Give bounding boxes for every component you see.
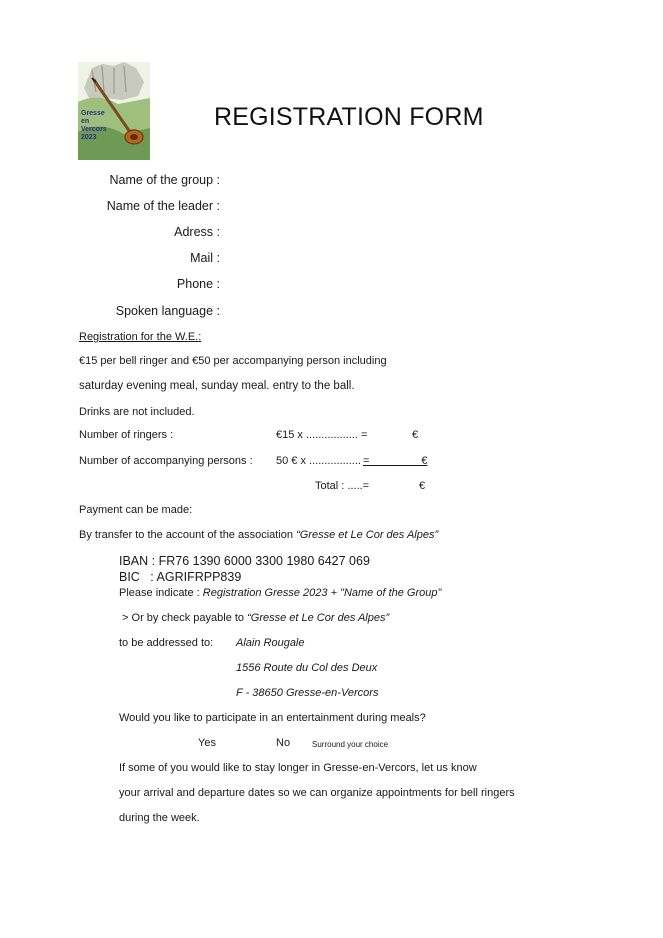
payment-reference-line (119, 587, 441, 599)
field-label-leader: Name of the leader : (106, 199, 220, 213)
stay-line-1: If some of you would like to stay longer in Gresse-en-Vercors, let us know (119, 762, 477, 774)
registration-price-line: €15 per bell ringer and €50 per accompanying person including (79, 355, 387, 367)
indicate-prefix: Please indicate : (119, 587, 203, 599)
check-prefix: > Or by check payable to (119, 612, 248, 624)
payment-transfer-line (79, 529, 438, 541)
logo-line-1: Gresse (81, 110, 105, 117)
registration-included-line: saturday evening meal, sunday meal. entry to the ball. (79, 380, 355, 392)
event-logo (78, 62, 150, 160)
address-city: F - 38650 Gresse-en-Vercors (236, 687, 379, 699)
accompanying-calc: 50 € x ................. (276, 455, 361, 467)
check-payee: “Gresse et Le Cor des Alpes” (247, 612, 390, 624)
page-title: REGISTRATION FORM (214, 103, 484, 131)
total-label: Total : .....= (315, 480, 370, 492)
indicate-value: Registration Gresse 2023 + "Name of the Group" (202, 587, 442, 599)
payment-intro: Payment can be made: (79, 504, 193, 516)
association-name: “Gresse et Le Cor des Alpes” (296, 529, 439, 541)
choice-yes[interactable]: Yes (198, 737, 216, 749)
logo-line-3: Vercors (81, 126, 107, 133)
logo-text (81, 110, 107, 142)
ringers-currency: € (412, 429, 419, 441)
address-label: to be addressed to: (119, 637, 214, 649)
transfer-prefix: By transfer to the account of the association (79, 529, 297, 541)
field-label-group: Name of the group : (109, 173, 220, 187)
field-label-address: Adress : (174, 225, 220, 239)
payment-check-line (119, 612, 389, 624)
choice-hint: Surround your choice (312, 740, 389, 749)
bic: BIC : AGRIFRPP839 (119, 570, 242, 584)
address-street: 1556 Route du Col des Deux (236, 662, 378, 674)
field-label-language: Spoken language : (115, 304, 220, 318)
accompanying-label: Number of accompanying persons : (79, 455, 253, 467)
address-name: Alain Rougale (236, 637, 305, 649)
field-label-phone: Phone : (176, 277, 220, 291)
accompanying-result: = € (363, 455, 428, 467)
ringers-calc: €15 x ................. = (276, 429, 368, 441)
field-label-mail: Mail : (190, 251, 220, 265)
registration-heading: Registration for the W.E.: (79, 331, 202, 343)
total-currency: € (419, 480, 426, 492)
stay-line-2: your arrival and departure dates so we can organize appointments for bell ringers (119, 787, 515, 799)
logo-year: 2023 (81, 134, 97, 141)
entertainment-question: Would you like to participate in an entertainment during meals? (119, 712, 426, 724)
choice-no[interactable]: No (276, 737, 291, 749)
ringers-label: Number of ringers : (79, 429, 174, 441)
drinks-note: Drinks are not included. (79, 406, 195, 418)
stay-line-3: during the week. (119, 812, 200, 824)
iban: IBAN : FR76 1390 6000 3300 1980 6427 069 (119, 554, 370, 568)
logo-line-2: en (81, 118, 90, 125)
